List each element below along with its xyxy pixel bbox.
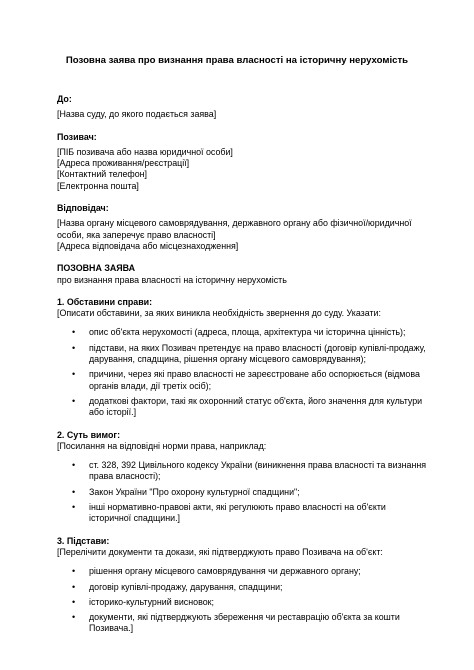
- defendant-block: [57, 203, 429, 252]
- defendant-address: [Адреса відповідача або місцезнаходження]: [57, 240, 239, 251]
- section-3-heading: 3. Підстави:: [57, 535, 110, 546]
- section-2-list: [57, 460, 429, 524]
- document-body: [57, 94, 429, 635]
- to-block: [57, 94, 429, 121]
- section-1-heading: 1. Обставини справи:: [57, 296, 153, 307]
- list-item: • підстави, на яких Позивач претендує на право власності (договір купівлі-продажу, дарування, спадщина, рішення органу місцевого самоврядування);: [57, 343, 429, 366]
- list-item: • Закон України "Про охорону культурної спадщини";: [57, 487, 429, 498]
- list-item: • інші нормативно-правові акти, які регулюють право власності на об'єкти історичної спадщини.]: [57, 502, 429, 525]
- list-item: • причини, через які право власності не зареєстроване або оспорюється (відмова органів влади, дії третіх осіб);: [57, 369, 429, 392]
- list-item: • опис об'єкта нерухомості (адреса, площа, архітектура чи історична цінність);: [57, 327, 429, 338]
- list-item: • договір купівлі-продажу, дарування, спадщини;: [57, 582, 429, 593]
- section-1: [57, 297, 429, 419]
- section-3: [57, 536, 429, 635]
- section-2: [57, 430, 429, 525]
- list-item: • рішення органу місцевого самоврядування чи державного органу;: [57, 566, 429, 577]
- plaintiff-heading: Позивач:: [57, 131, 97, 142]
- to-heading: До:: [57, 94, 72, 104]
- list-item: • історико-культурний висновок;: [57, 597, 429, 608]
- section-1-list: [57, 327, 429, 418]
- claim-block: [57, 263, 429, 286]
- plaintiff-email: [Електронна пошта]: [57, 180, 139, 191]
- plaintiff-address: [Адреса проживання/реєстрації]: [57, 158, 190, 169]
- section-3-intro: [Перелічити документи та докази, які підтверджують право Позивача на об'єкт:: [57, 546, 383, 557]
- claim-heading: ПОЗОВНА ЗАЯВА: [57, 263, 136, 274]
- plaintiff-name: [ПІБ позивача або назва юридичної особи]: [57, 146, 233, 157]
- plaintiff-phone: [Контактний телефон]: [57, 169, 148, 180]
- document-title: Позовна заява про визнання права власності на історичну нерухомість: [65, 55, 409, 66]
- section-2-intro: [Посилання на відповідні норми права, наприклад:: [57, 440, 267, 451]
- defendant-name: [Назва органу місцевого самоврядування, державного органу або фізичної/юридичної особи, яка заперечує право власності]: [57, 218, 412, 240]
- plaintiff-block: [57, 132, 429, 192]
- section-1-intro: [Описати обставини, за яких виникла необхідність звернення до суду. Указати:: [57, 308, 381, 319]
- to-line: [Назва суду, до якого подається заява]: [57, 109, 217, 120]
- list-item: • додаткові фактори, такі як охоронний статус об'єкта, його значення для культури або історії.]: [57, 396, 429, 419]
- defendant-heading: Відповідач:: [57, 203, 109, 214]
- list-item: • документи, які підтверджують збереження чи реставрацію об'єкта за кошти Позивача.]: [57, 612, 429, 635]
- section-3-list: [57, 566, 429, 634]
- list-item: • ст. 328, 392 Цивільного кодексу України (виникнення права власності та визнання права власності);: [57, 460, 429, 483]
- section-2-heading: 2. Суть вимог:: [57, 429, 121, 440]
- claim-subheading: про визнання права власності на історичну нерухомість: [57, 274, 287, 285]
